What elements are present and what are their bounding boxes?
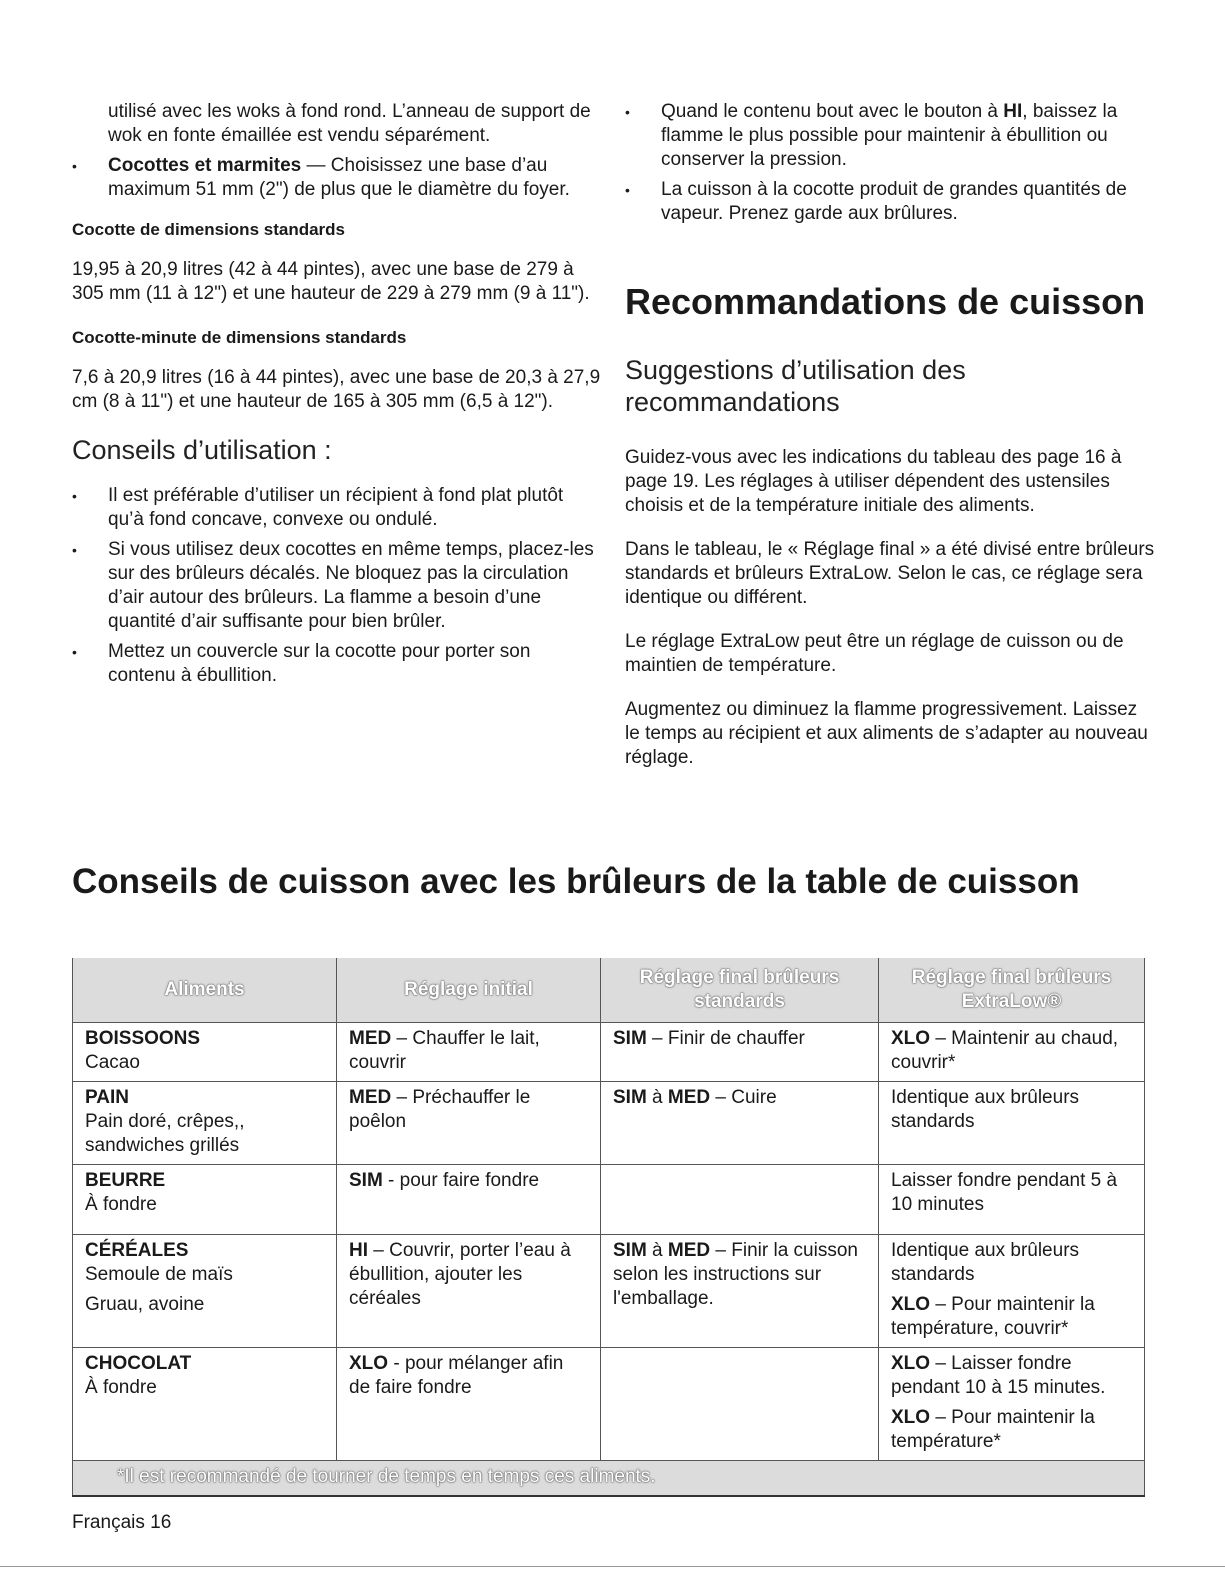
setting-connector: à bbox=[646, 1239, 668, 1261]
setting-label: MED bbox=[349, 1027, 392, 1049]
setting-connector: à bbox=[646, 1086, 668, 1108]
table-footnote-row bbox=[73, 1460, 1145, 1496]
setting-label: SIM bbox=[613, 1086, 647, 1108]
food-sub: Semoule de maïs bbox=[85, 1263, 233, 1285]
cocottes-text: — Choisissez une base d’au maximum 51 mm (2") de plus que le diamètre du foyer. bbox=[108, 155, 570, 200]
bullet-icon: • bbox=[625, 182, 630, 198]
setting-text: – Laisser fondre pendant 10 à 15 minutes. bbox=[891, 1352, 1106, 1398]
initial-cell bbox=[337, 1347, 601, 1460]
header-aliments: Aliments bbox=[73, 958, 337, 1022]
conseils-bullet-text: Mettez un couvercle sur la cocotte pour porter son contenu à ébullition. bbox=[108, 641, 531, 686]
table-footnote: *Il est recommandé de tourner de temps en temps ces aliments. bbox=[73, 1460, 1145, 1496]
food-sub: Cacao bbox=[85, 1051, 140, 1073]
setting-text: - pour faire fondre bbox=[382, 1169, 540, 1191]
conseils-bullet bbox=[72, 538, 602, 634]
cocotte-minute-text: 7,6 à 20,9 litres (16 à 44 pintes), avec une base de 20,3 à 27,9 cm (8 à 11") et une hauteur de 165 à 305 mm (6,5 à 12"). bbox=[72, 367, 601, 412]
header-initial: Réglage initial bbox=[337, 958, 601, 1022]
cocottes-bullet bbox=[72, 154, 602, 202]
setting-text: – Chauffer le lait, couvrir bbox=[349, 1027, 540, 1073]
steam-bullet-text: La cuisson à la cocotte produit de grandes quantités de vapeur. Prenez garde aux brûlures. bbox=[661, 179, 1127, 224]
right-column bbox=[625, 100, 1155, 790]
food-cell bbox=[73, 1164, 337, 1234]
setting-label: HI bbox=[349, 1239, 368, 1261]
final-std-cell bbox=[601, 1081, 879, 1164]
setting-label: MED bbox=[349, 1086, 392, 1108]
initial-cell bbox=[337, 1022, 601, 1081]
setting-text: – Pour maintenir la température, couvrir* bbox=[891, 1293, 1095, 1339]
setting-label: SIM bbox=[613, 1027, 647, 1049]
food-name: CHOCOLAT bbox=[85, 1352, 192, 1374]
cocottes-bold-label: Cocottes et marmites bbox=[108, 155, 302, 176]
setting-label: XLO bbox=[891, 1352, 931, 1374]
paragraph: Augmentez ou diminuez la flamme progressivement. Laissez le temps au récipient et aux aliments de s’adapter au nouveau réglage. bbox=[625, 699, 1148, 768]
paragraph: Le réglage ExtraLow peut être un réglage de cuisson ou de maintien de température. bbox=[625, 631, 1124, 676]
cocotte-minute-heading: Cocotte-minute de dimensions standards bbox=[72, 328, 407, 347]
steam-bullet bbox=[625, 178, 1155, 226]
bullet-icon: • bbox=[625, 104, 630, 120]
initial-cell bbox=[337, 1164, 601, 1234]
wok-continuation-text: utilisé avec les woks à fond rond. L’anneau de support de wok en fonte émaillée est vendu séparément. bbox=[108, 101, 591, 146]
setting-text: – Finir de chauffer bbox=[646, 1027, 805, 1049]
table-row bbox=[73, 1022, 1145, 1081]
final-xlo-cell bbox=[879, 1347, 1145, 1460]
setting-text: – Finir la cuisson selon les instructions sur l'emballage. bbox=[613, 1239, 858, 1309]
conseils-bullet bbox=[72, 484, 602, 532]
setting-label: XLO bbox=[891, 1027, 931, 1049]
conseils-bullet bbox=[72, 640, 602, 688]
header-final-std: Réglage final brûleurs standards bbox=[601, 958, 879, 1022]
setting-label: SIM bbox=[613, 1239, 647, 1261]
final-std-cell bbox=[601, 1234, 879, 1347]
initial-cell bbox=[337, 1081, 601, 1164]
bullet-text-post: , baissez la flamme le plus possible pour maintenir à ébullition ou conserver la pression. bbox=[661, 101, 1118, 170]
final-std-cell bbox=[601, 1022, 879, 1081]
food-name: BOISSOONS bbox=[85, 1027, 201, 1049]
initial-cell bbox=[337, 1234, 601, 1347]
food-sub: Pain doré, crêpes,, sandwiches grillés bbox=[85, 1110, 245, 1156]
food-cell bbox=[73, 1081, 337, 1164]
cocotte-std-heading: Cocotte de dimensions standards bbox=[72, 220, 345, 239]
food-sub: À fondre bbox=[85, 1193, 157, 1215]
setting-label: MED bbox=[667, 1086, 711, 1108]
setting-label: MED bbox=[667, 1239, 711, 1261]
cocotte-std-text: 19,95 à 20,9 litres (42 à 44 pintes), avec une base de 279 à 305 mm (11 à 12") et une hauteur de 229 à 279 mm (9 à 11"). bbox=[72, 259, 590, 304]
final-std-cell bbox=[601, 1164, 879, 1234]
setting-text: – Cuire bbox=[710, 1086, 777, 1108]
table-row bbox=[73, 1234, 1145, 1347]
pressure-bullet bbox=[625, 100, 1155, 172]
setting-label: XLO bbox=[891, 1406, 931, 1428]
conseils-heading: Conseils d’utilisation : bbox=[72, 435, 332, 465]
page-footer: Français 16 bbox=[72, 1512, 172, 1533]
table-row bbox=[73, 1347, 1145, 1460]
table-row bbox=[73, 1164, 1145, 1234]
paragraph: Guidez-vous avec les indications du tableau des page 16 à page 19. Les réglages à utiliser dépendent des ustensiles choisis et de la température initiale des aliments. bbox=[625, 447, 1122, 516]
food-cell bbox=[73, 1022, 337, 1081]
left-column bbox=[72, 100, 602, 694]
food-sub: Gruau, avoine bbox=[85, 1293, 205, 1315]
setting-text: Identique aux brûleurs standards bbox=[891, 1086, 1080, 1132]
bullet-icon: • bbox=[72, 488, 77, 504]
food-cell bbox=[73, 1234, 337, 1347]
table-header-row bbox=[73, 958, 1145, 1022]
setting-text: – Préchauffer le poêlon bbox=[349, 1086, 531, 1132]
paragraph: Dans le tableau, le « Réglage final » a été divisé entre brûleurs standards et brûleurs ExtraLow. Selon le cas, ce réglage sera identique ou différent. bbox=[625, 539, 1155, 608]
setting-text: – Maintenir au chaud, couvrir* bbox=[891, 1027, 1119, 1073]
bullet-icon: • bbox=[72, 542, 77, 558]
bottom-divider bbox=[0, 1566, 1225, 1567]
setting-label: XLO bbox=[891, 1293, 931, 1315]
setting-text: – Pour maintenir la température* bbox=[891, 1406, 1095, 1452]
bullet-icon: • bbox=[72, 644, 77, 660]
bullet-text-pre: Quand le contenu bout avec le bouton à bbox=[661, 101, 1004, 122]
bullet-icon: • bbox=[72, 158, 77, 174]
table-row bbox=[73, 1081, 1145, 1164]
food-name: PAIN bbox=[85, 1086, 129, 1108]
final-xlo-cell bbox=[879, 1234, 1145, 1347]
final-std-cell bbox=[601, 1347, 879, 1460]
setting-label: SIM bbox=[349, 1169, 383, 1191]
final-xlo-cell bbox=[879, 1081, 1145, 1164]
setting-text: - pour mélanger afin de faire fondre bbox=[349, 1352, 564, 1398]
section-title: Conseils de cuisson avec les brûleurs de la table de cuisson bbox=[72, 862, 1080, 901]
header-final-xlo: Réglage final brûleurs ExtraLow® bbox=[879, 958, 1145, 1022]
setting-text: – Couvrir, porter l’eau à ébullition, ajouter les céréales bbox=[349, 1239, 571, 1309]
food-name: BEURRE bbox=[85, 1169, 166, 1191]
food-name: CÉRÉALES bbox=[85, 1239, 189, 1261]
final-xlo-cell bbox=[879, 1022, 1145, 1081]
setting-label: XLO bbox=[349, 1352, 389, 1374]
setting-text: Identique aux brûleurs standards bbox=[891, 1239, 1080, 1285]
final-xlo-cell bbox=[879, 1164, 1145, 1234]
hi-label: HI bbox=[1003, 101, 1023, 122]
food-sub: À fondre bbox=[85, 1376, 157, 1398]
suggestions-heading: Suggestions d’utilisation des recommandations bbox=[625, 355, 966, 417]
cooking-table bbox=[72, 958, 1145, 1497]
food-cell bbox=[73, 1347, 337, 1460]
recommandations-heading: Recommandations de cuisson bbox=[625, 281, 1146, 322]
setting-text: Laisser fondre pendant 5 à 10 minutes bbox=[891, 1169, 1118, 1215]
conseils-bullet-text: Il est préférable d’utiliser un récipient à fond plat plutôt qu’à fond concave, convexe ou ondulé. bbox=[108, 485, 564, 530]
conseils-bullet-text: Si vous utilisez deux cocottes en même temps, placez-les sur des brûleurs décalés. Ne bloquez pas la circulation d’air autour des brûleurs. La flamme a besoin d’une quantité d’air suffisante pour bien brûler. bbox=[108, 539, 594, 632]
